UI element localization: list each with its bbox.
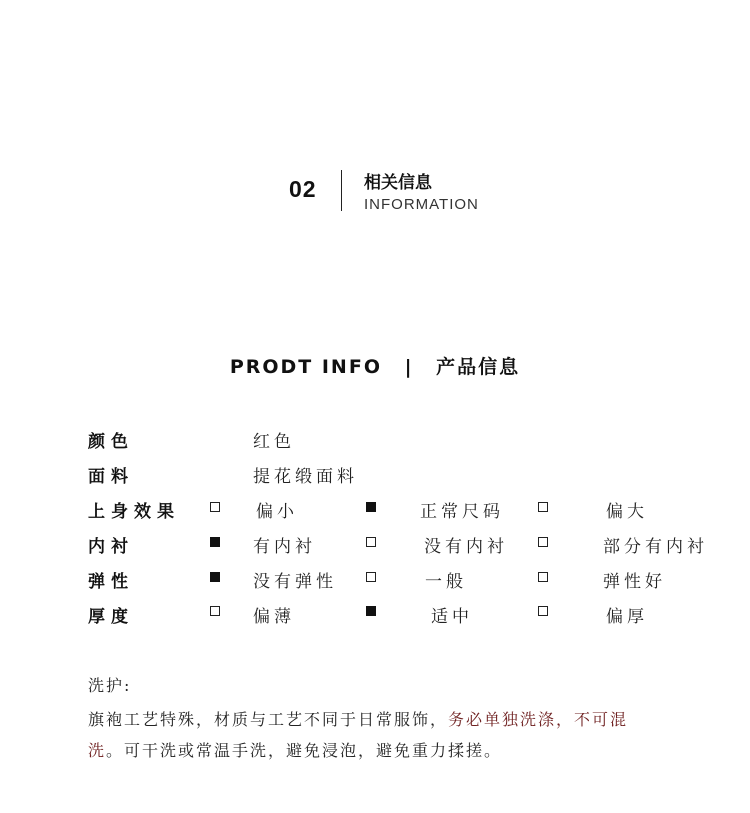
thickness-option-thin-checkbox [210,606,220,616]
fit-option-normal-checkbox [366,502,376,512]
thickness-option-thick: 偏厚 [606,607,648,627]
lining-label: 内衬 [88,537,134,557]
elasticity-label: 弹性 [88,572,134,592]
color-value: 红色 [253,432,295,452]
product-info-heading-en: PRODT INFO [229,356,382,378]
elasticity-option-none: 没有弹性 [253,572,337,592]
lining-option-none: 没有内衬 [424,537,508,557]
care-heading: 洗护: [88,676,132,695]
section-number: 02 [289,176,317,202]
care-text-normal: 旗袍工艺特殊，材质与工艺不同于日常服饰， [88,710,449,729]
care-text-instructions: 。可干洗或常温手洗，避免浸泡，避免重力揉搓。 [106,741,503,760]
elasticity-option-none-checkbox [210,572,220,582]
product-info-heading-separator: | [404,356,414,378]
elasticity-option-good: 弹性好 [603,572,666,592]
care-text-warning-end: 洗 [88,741,107,760]
lining-option-full: 有内衬 [253,537,316,557]
elasticity-option-average-checkbox [366,572,376,582]
product-info-heading [0,352,750,379]
thickness-option-thick-checkbox [538,606,548,616]
fit-option-small: 偏小 [256,502,298,522]
fabric-value: 提花缎面料 [253,467,358,487]
fabric-label: 面料 [88,467,134,487]
color-label: 颜色 [88,432,134,452]
fit-label: 上身效果 [88,502,180,522]
lining-option-full-checkbox [210,537,220,547]
section-subtitle: INFORMATION [364,196,479,213]
thickness-label: 厚度 [88,607,134,627]
fit-option-large: 偏大 [606,502,648,522]
section-title: 相关信息 [364,173,432,193]
lining-option-partial-checkbox [538,537,548,547]
elasticity-option-good-checkbox [538,572,548,582]
product-info-heading-cn: 产品信息 [436,356,521,378]
thickness-option-medium-checkbox [366,606,376,616]
lining-option-partial: 部分有内衬 [603,537,708,557]
care-text-line-1 [88,707,628,730]
care-text-warning: 务必单独洗涤，不可混 [448,710,629,729]
section-divider [341,170,342,211]
lining-option-none-checkbox [366,537,376,547]
thickness-option-medium: 适中 [431,607,473,627]
fit-option-small-checkbox [210,502,220,512]
care-text-line-2 [88,738,502,761]
thickness-option-thin: 偏薄 [253,607,295,627]
fit-option-large-checkbox [538,502,548,512]
elasticity-option-average: 一般 [425,572,467,592]
fit-option-normal: 正常尺码 [420,502,504,522]
